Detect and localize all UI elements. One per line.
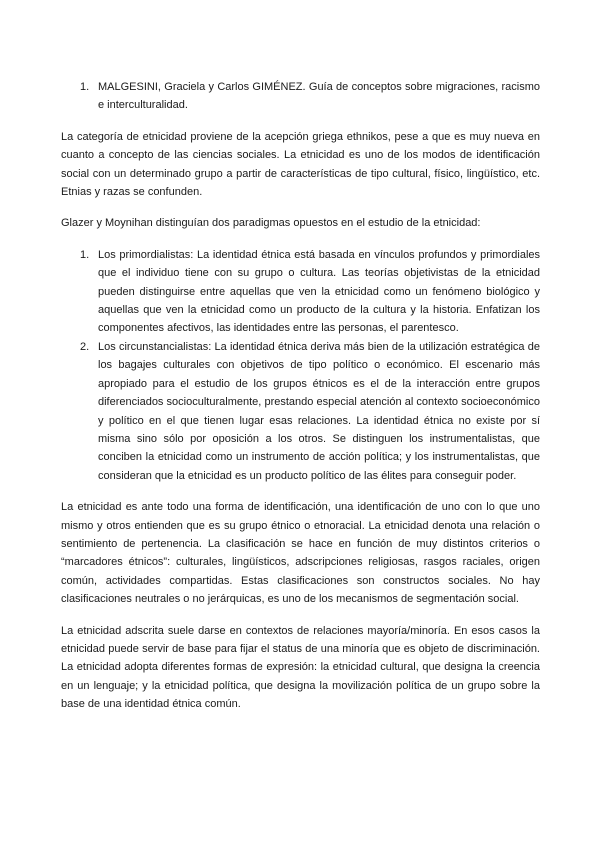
- paragraph-paradigmas-intro: Glazer y Moynihan distinguían dos paradigmas opuestos en el estudio de la etnicidad:: [61, 217, 481, 230]
- paradigms-list: [61, 246, 540, 485]
- paradigm-item-circunstancialistas: [61, 338, 540, 485]
- paragraph-etnicidad-origen: La categoría de etnicidad proviene de la acepción griega ethnikos, pese a que es muy nueva en cuanto a concepto de las ciencias sociales. La etnicidad es uno de los modos de identificación social con un determinado grupo a partir de características de tipo cultural, físico, lingüístico, etc. Etnias y razas se confunden.: [61, 130, 540, 199]
- reference-number: 1.: [80, 81, 90, 93]
- paragraph-etnicidad-adscrita: La etnicidad adscrita suele darse en contextos de relaciones mayoría/minoría. En esos casos la etnicidad puede servir de base para fijar el status de una minoría que es objeto de discriminación. La etnicidad adopta diferentes formas de expresión: la etnicidad cultural, que designa la creencia en un lenguaje; y la etnicidad política, que designa la movilización política de un grupo sobre la base de una identidad étnica común.: [61, 624, 540, 711]
- reference-item: [61, 78, 540, 115]
- reference-text: MALGESINI, Graciela y Carlos GIMÉNEZ. Guía de conceptos sobre migraciones, racismo e interculturalidad.: [98, 81, 540, 112]
- document-page: [61, 78, 540, 714]
- reference-list: [61, 78, 540, 115]
- paradigm-text: Los primordialistas: La identidad étnica está basada en vínculos profundos y primordiales que el individuo tiene con su grupo o cultura. Las teorías objetivistas de la etnicidad pueden distinguirse entre aquellas que ven la etnicidad como un fenómeno biológico y aquellas que ven la etnicidad como un producto de la cultura y la historia. Enfatizan los componentes afectivos, las identidades entre las personas, el parentesco.: [98, 248, 540, 335]
- paradigm-text: Los circunstancialistas: La identidad étnica deriva más bien de la utilización estratégica de los bagajes culturales con objetivos de tipo político o económico. El escenario más apropiado para el estudio de los grupos étnicos es el de la interacción entre grupos diferenciados socioculturalmente, prestando especial atención al contexto socioeconómico y político en el que tienen lugar esas relaciones. La identidad étnica no existe por sí misma sino sólo por oposición a los otros. Se distinguen los instrumentalistas, que conciben la etnicidad como un instrumento de acción política; y los instrumentalistas, que consideran que la etnicidad es un producto político de las élites para conseguir poder.: [98, 340, 540, 482]
- paradigm-number: 1.: [80, 248, 90, 261]
- paradigm-item-primordialistas: [61, 246, 540, 338]
- paradigm-number: 2.: [80, 340, 90, 353]
- paragraph-identificacion: La etnicidad es ante todo una forma de identificación, una identificación de uno con lo que uno mismo y otros entienden que es su grupo étnico o etnoracial. La etnicidad denota una relación o sentimiento de pertenencia. La clasificación se hace en función de muy distintos criterios o “marcadores étnicos”: culturales, lingüísticos, adscripciones religiosas, rasgos raciales, origen común, actividades compartidas. Estas clasificaciones son constructos sociales. No hay clasificaciones neutrales o no jerárquicas, es uno de los mecanismos de segmentación social.: [61, 501, 540, 606]
